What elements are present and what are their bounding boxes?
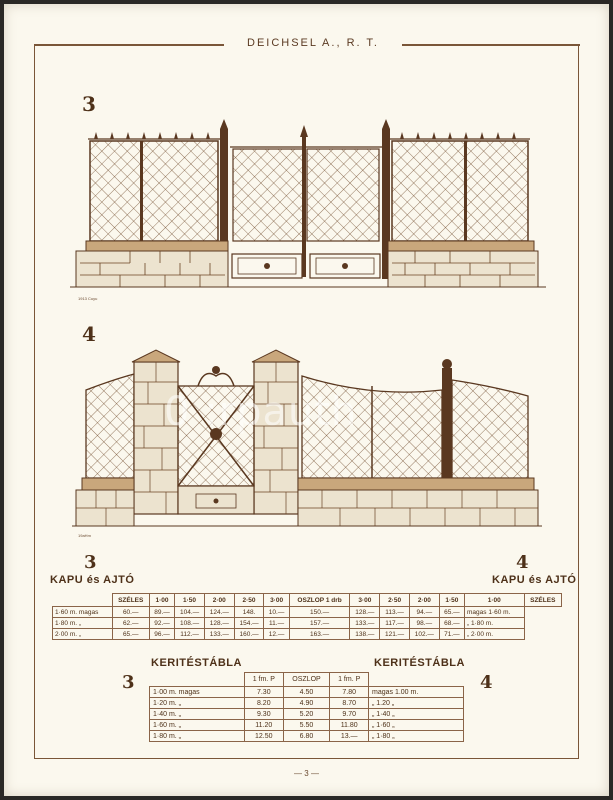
header-cell: 1·00 (149, 594, 174, 607)
table-header-row (150, 673, 464, 687)
table-row: 1·80 m. „ 62.— 92.— 108.— 128.— 154.— 11.— 157.— 133.— 117.— 98.— 68.— „ 1·80 m. (53, 618, 562, 629)
header-cell: 2·50 (234, 594, 264, 607)
table-row: 1·00 m. magas 7.30 4.50 7.80 magas 1.00 m. (150, 687, 464, 698)
kapu-title-right: KAPU és AJTÓ (492, 574, 577, 586)
section-number: 3 (82, 92, 96, 116)
fence-gate-illustration-4 (72, 346, 542, 538)
table-row: 1·40 m. „ 9.30 5.20 9.70 „ 1·40 „ (150, 709, 464, 720)
ker-left-number: 3 (122, 672, 135, 693)
header-cell: 2·00 (409, 594, 439, 607)
header-cell: 1·50 (175, 594, 205, 607)
section-number: 4 (82, 322, 96, 346)
header-cell: 1·50 (439, 594, 464, 607)
kapu-price-table (52, 593, 562, 640)
table-right-number: 4 (516, 552, 529, 573)
table-row: 2·00 m. „ 65.— 96.— 112.— 133.— 160.— 12.— 163.— 138.— 121.— 102.— 71.— „ 2·00 m. (53, 629, 562, 640)
header-cell: 2·00 (204, 594, 234, 607)
ker-title-right: KERITÉSTÁBLA (374, 657, 465, 669)
page-number: — 3 — (294, 769, 319, 778)
table-row: 1·20 m. „ 8.20 4.90 8.70 „ 1.20 „ (150, 698, 464, 709)
header-cell: 1 fm. P (330, 673, 369, 687)
ker-title-left: KERITÉSTÁBLA (151, 657, 242, 669)
header-cell: 3·00 (350, 594, 380, 607)
header-cell: 1 fm. P (245, 673, 284, 687)
artist-signature: 1913 Cuyu (78, 296, 98, 301)
table-header-row (53, 594, 562, 607)
artist-signature: 19aHm (78, 533, 91, 538)
watermark: 0 :rpauth (164, 389, 358, 435)
keritestabla-price-table (149, 672, 464, 742)
header-cell: 1·00 (465, 594, 525, 607)
header-cell: 3·00 (264, 594, 289, 607)
header-cell: SZÉLES (524, 594, 561, 607)
catalog-page (4, 4, 609, 796)
frame-line (34, 44, 224, 46)
kapu-title-left: KAPU és AJTÓ (50, 574, 135, 586)
table-row: 1·60 m. „ 11.20 5.50 11.80 „ 1·60 „ (150, 720, 464, 731)
header-cell: 2·50 (380, 594, 410, 607)
header-cell: SZÉLES (112, 594, 149, 607)
frame-line (402, 44, 580, 46)
table-row: 1·80 m. „ 12.50 6.80 13.— „ 1·80 „ (150, 731, 464, 742)
ker-right-number: 4 (480, 672, 493, 693)
table-row: 1·60 m. magas 60.— 89.— 104.— 124.— 148. 10.— 150.— 128.— 113.— 94.— 65.— magas 1·60 m. (53, 607, 562, 618)
fence-gate-illustration-3 (70, 119, 546, 299)
header-cell: OSZLOP (283, 673, 330, 687)
header-cell: OSZLOP 1 drb (289, 594, 350, 607)
company-header: DEICHSEL A., R. T. (247, 37, 379, 49)
table-left-number: 3 (84, 552, 97, 573)
